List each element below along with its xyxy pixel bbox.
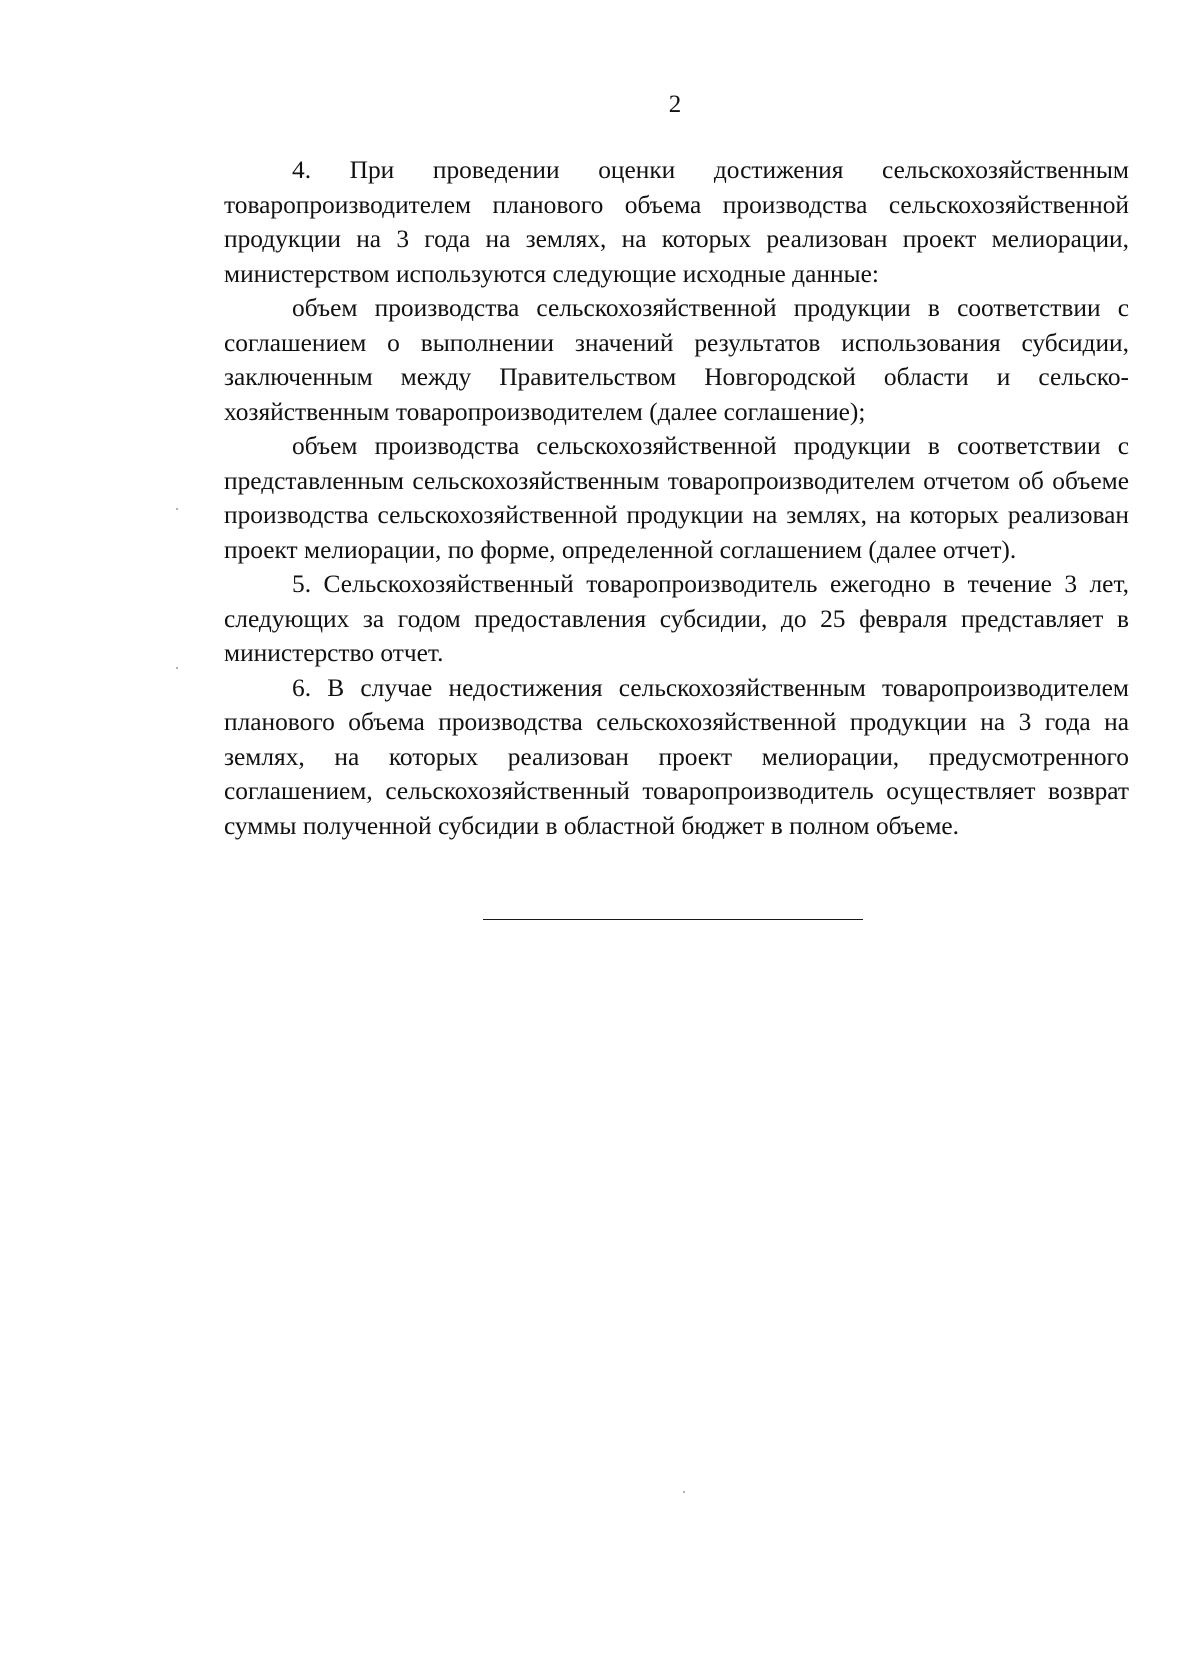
end-of-text-rule [483, 919, 863, 920]
paragraph-5: 5. Сельскохозяйственный товаропроизводитель ежегодно в течение 3 лет, следующих за годом предоставления субсидии, до 25 февраля представляет в министерство отчет. [224, 570, 1129, 667]
page-number: 2 [668, 91, 682, 118]
paragraph-source-agreement: объем производства сельскохозяйственной продукции в соответствии с соглашением о выполнении значений результатов использования субсидии, заключенным между Правительством Новгородской области и сельско-хозяйственным товаропроизводителем (далее соглашение); [224, 294, 1129, 426]
scan-speck [176, 508, 178, 510]
scan-speck [176, 667, 178, 669]
document-body [224, 153, 1129, 843]
paragraph-6: 6. В случае недостижения сельскохозяйственным товаропроизводителем планового объема производства сельскохозяйственной продукции на 3 года на землях, на которых реализован проект мелиорации, предусмотренного соглашением, сельскохозяйственный товаропроизводитель осуществляет возврат суммы полученной субсидии в областной бюджет в полном объеме. [224, 673, 1129, 840]
paragraph-source-report: объем производства сельскохозяйственной продукции в соответствии с представленным сельскохозяйственным товаропроизводителем отчетом об объеме производства сельскохозяйственной продукции на землях, на которых реализован проект мелиорации, по форме, определенной соглашением (далее отчет). [224, 432, 1129, 564]
paragraph-4: 4. При проведении оценки достижения сельскохозяйственным товаропроизводителем планового объема производства сельскохозяйственной продукции на 3 года на землях, на которых реализован проект мелиорации, министерством используются следующие исходные данные: [224, 156, 1129, 288]
scan-speck [683, 1491, 685, 1493]
